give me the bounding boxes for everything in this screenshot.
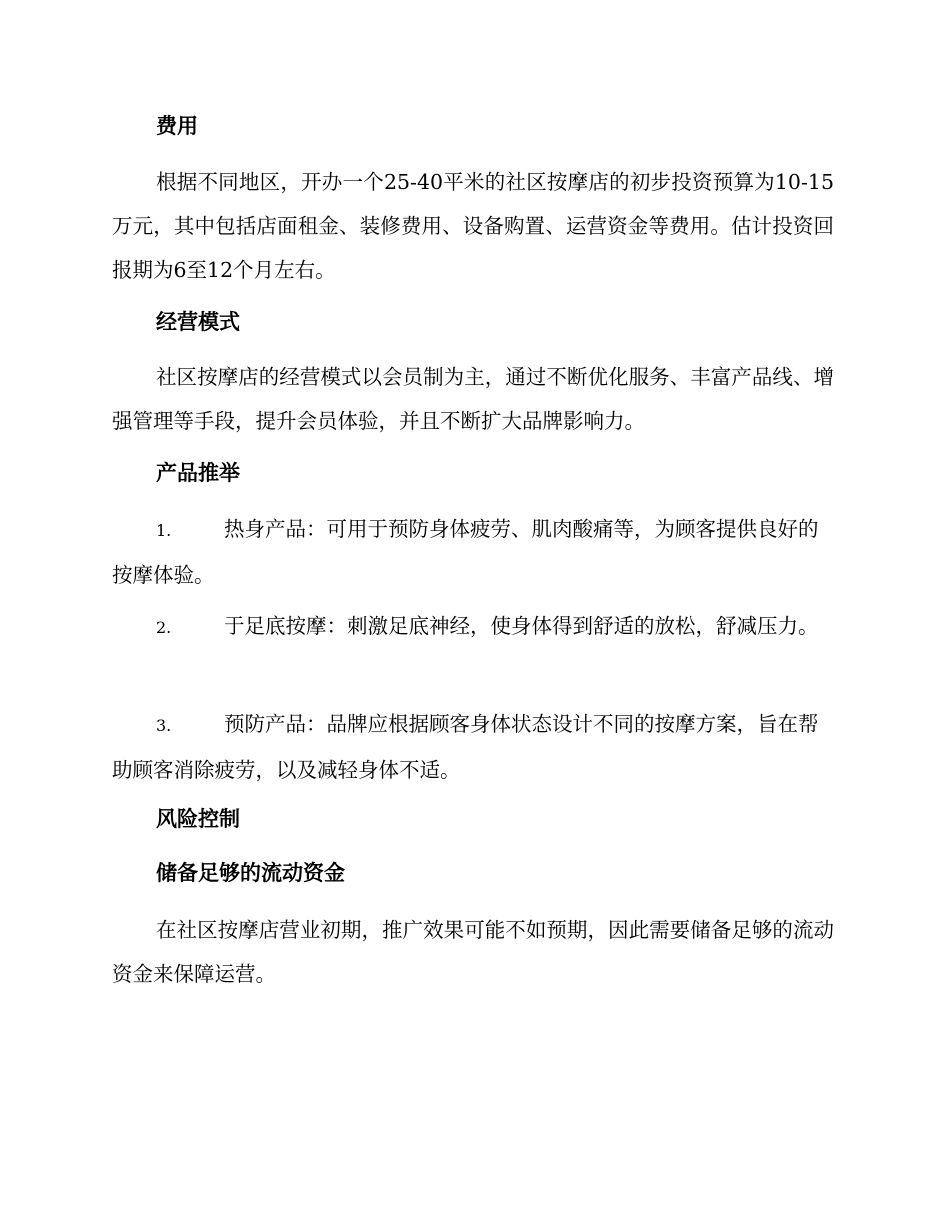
list-item-number: 3. [156, 716, 172, 735]
section-heading-reserve-funds: 储备足够的流动资金 [156, 861, 345, 885]
list-item [112, 507, 834, 597]
section-heading-business-model: 经营模式 [156, 310, 240, 334]
list-item-text: 预防产品：品牌应根据顾客身体状态设计不同的按摩方案，旨在帮助顾客消除疲劳，以及减轻身体不适。 [112, 712, 819, 782]
list-item-number: 1. [156, 521, 172, 540]
section-heading-products: 产品推举 [156, 461, 240, 485]
list-item-text: 于足底按摩：刺激足底神经，使身体得到舒适的放松，舒减压力。 [224, 614, 819, 638]
section-heading-cost: 费用 [156, 114, 198, 138]
paragraph-reserve-funds: 在社区按摩店营业初期，推广效果可能不如预期，因此需要储备足够的流动资金来保障运营。 [112, 918, 834, 986]
list-item [112, 604, 834, 650]
list-item [112, 702, 834, 792]
paragraph-business-model: 社区按摩店的经营模式以会员制为主，通过不断优化服务、丰富产品线、增强管理等手段，提升会员体验，并且不断扩大品牌影响力。 [112, 365, 834, 433]
list-item-text: 热身产品：可用于预防身体疲劳、肌肉酸痛等，为顾客提供良好的按摩体验。 [112, 517, 819, 587]
list-item-number: 2. [156, 618, 172, 637]
section-heading-risk-control: 风险控制 [156, 807, 240, 831]
paragraph-cost: 根据不同地区，开办一个25-40平米的社区按摩店的初步投资预算为10-15万元，其中包括店面租金、装修费用、设备购置、运营资金等费用。估计投资回报期为6至12个月左右。 [112, 170, 834, 282]
